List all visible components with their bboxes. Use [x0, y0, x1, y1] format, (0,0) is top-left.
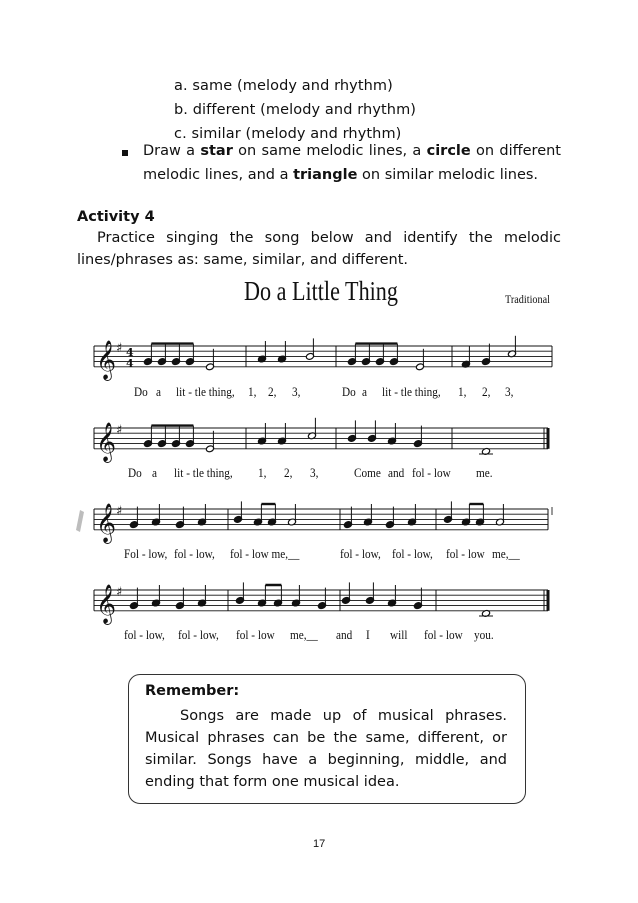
- lyric-word: 1,: [458, 385, 467, 399]
- bullet-line-1: Draw a star on same melodic lines, a circle on different: [143, 143, 561, 159]
- treble-clef-icon: 𝄞: [96, 502, 117, 543]
- remember-line-3: similar. Songs have a beginning, middle, and: [145, 752, 507, 768]
- lyric-word: fol - low,: [178, 628, 219, 642]
- lyric-word: fol - low,: [340, 547, 381, 561]
- lyric-word: Do: [342, 385, 356, 399]
- lyric-word: fol - low me,__: [230, 547, 300, 561]
- lyric-word: me.: [476, 466, 493, 480]
- lyric-word: Come: [354, 466, 381, 480]
- word-circle: circle: [426, 143, 471, 159]
- lyric-word: 1,: [248, 385, 257, 399]
- option-a: a. same (melody and rhythm): [174, 78, 393, 94]
- lyric-word: 1,: [258, 466, 267, 480]
- sharp-icon: ♯: [116, 504, 123, 519]
- song-attribution: Traditional: [505, 292, 550, 306]
- lyric-word: lit - tle thing,: [382, 385, 441, 399]
- sharp-icon: ♯: [116, 423, 123, 438]
- sharp-icon: ♯: [116, 341, 123, 356]
- lyric-word: me,__: [290, 628, 318, 642]
- lyric-word: Do: [134, 385, 148, 399]
- lyric-word: 2,: [268, 385, 277, 399]
- time-signature: 4: [126, 357, 134, 370]
- lyric-word: 3,: [505, 385, 514, 399]
- treble-clef-icon: 𝄞: [96, 421, 117, 462]
- word-triangle: triangle: [293, 167, 358, 183]
- option-b: b. different (melody and rhythm): [174, 102, 417, 118]
- lyric-word: fol - low,: [392, 547, 433, 561]
- lyric-word: me,__: [492, 547, 520, 561]
- lyric-word: fol - low: [412, 466, 451, 480]
- lyric-word: 2,: [284, 466, 293, 480]
- song-title: Do a Little Thing: [244, 276, 398, 306]
- lyric-word: a: [152, 466, 158, 480]
- lyric-word: 2,: [482, 385, 491, 399]
- treble-clef-icon: 𝄞: [96, 339, 117, 380]
- lyric-word: lit - tle thing,: [176, 385, 235, 399]
- lyric-word: and: [336, 628, 353, 642]
- word-star: star: [200, 143, 233, 159]
- lyric-word: a: [156, 385, 162, 399]
- lyric-word: fol - low,: [124, 628, 165, 642]
- lyric-word: I: [366, 628, 370, 642]
- instruction-line-2: lines/phrases as: same, similar, and different.: [77, 252, 409, 268]
- lyric-word: you.: [474, 628, 494, 642]
- lyric-word: a: [362, 385, 368, 399]
- lyric-word: fol - low,: [174, 547, 215, 561]
- remember-title: Remember:: [145, 683, 240, 699]
- treble-clef-icon: 𝄞: [96, 583, 117, 624]
- time-signature: 4: [126, 346, 134, 359]
- lyric-word: will: [390, 628, 408, 642]
- lyric-word: lit - tle thing,: [174, 466, 233, 480]
- lyric-word: Fol - low,: [124, 547, 168, 561]
- page-number: 17: [313, 838, 326, 850]
- lyric-word: 3,: [292, 385, 301, 399]
- lyric-word: fol - low: [446, 547, 485, 561]
- instruction-line-1: Practice singing the song below and identify the melodic: [97, 230, 561, 246]
- remember-line-4: ending that form one musical idea.: [145, 774, 400, 790]
- activity-heading: Activity 4: [77, 209, 155, 225]
- lyric-word: Do: [128, 466, 142, 480]
- bullet-line-2: melodic lines, and a triangle on similar melodic lines.: [143, 167, 539, 183]
- lyric-word: fol - low: [424, 628, 463, 642]
- remember-line-2: Musical phrases can be the same, different, or: [145, 730, 507, 746]
- lyric-word: and: [388, 466, 405, 480]
- remember-line-1: Songs are made up of musical phrases.: [180, 708, 507, 724]
- scan-mark: [76, 510, 84, 532]
- scan-mark: [551, 507, 553, 515]
- sharp-icon: ♯: [116, 585, 123, 600]
- lyric-word: 3,: [310, 466, 319, 480]
- lyric-word: fol - low: [236, 628, 275, 642]
- option-c: c. similar (melody and rhythm): [174, 126, 402, 142]
